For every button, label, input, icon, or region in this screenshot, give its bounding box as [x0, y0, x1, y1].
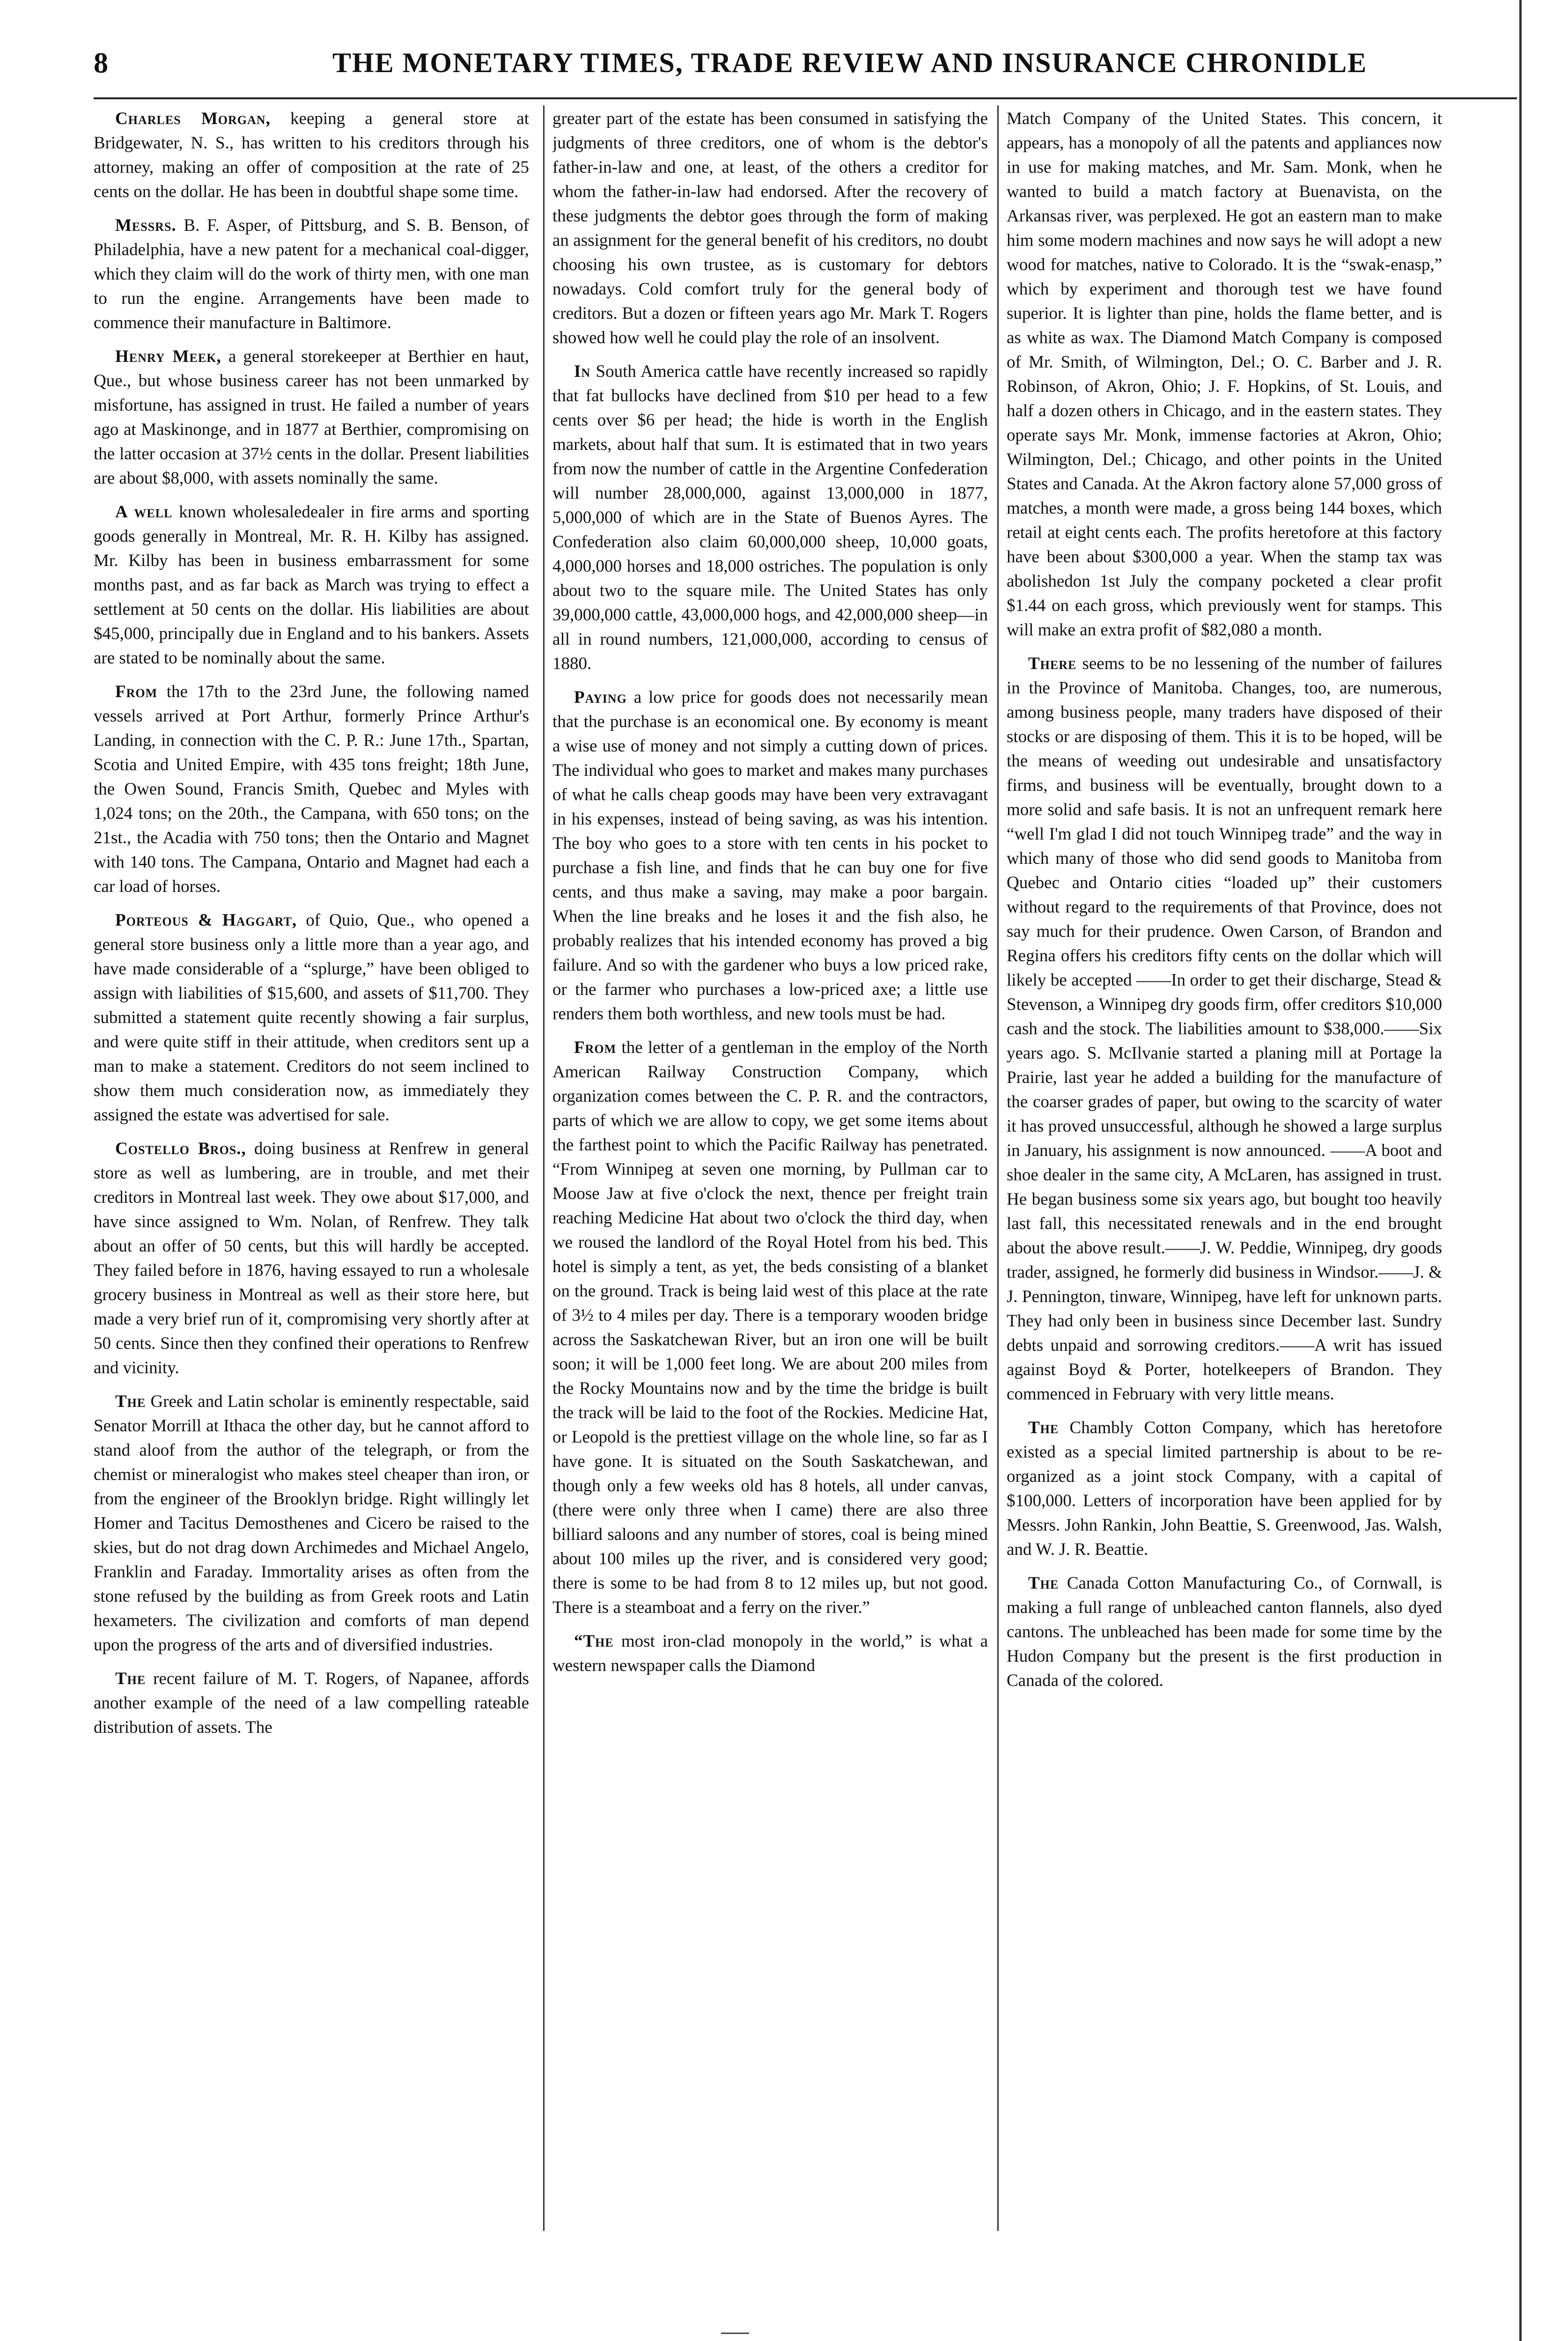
paragraph-lead-word: Costello Bros.,	[115, 1139, 246, 1158]
paragraph-lead-word: Porteous & Haggart,	[115, 911, 297, 930]
paragraph-text: South America cattle have recently increased so rapidly that fat bullocks have declined from $10 per head to a few cents over $6 per head; the hide is worth in the English markets, about half that sum. It is estimated that in two years from now the number of cattle in the Argentine Confederation will number 28,000,000, against 13,000,000 in 1877, 5,000,000 of which are in the State of Buenos Ayres. The Confederation also claim 60,000,000 sheep, 10,000 goats, 4,000,000 horses and 18,000 ostriches. The population is only about two to the square mile. The United States has only 39,000,000 cattle, 43,000,000 hogs, and 42,000,000 sheep—in all in round numbers, 121,000,000, according to census of 1880.	[552, 362, 988, 673]
paragraph-lead-word: Messrs.	[115, 216, 177, 235]
paragraph-text: the 17th to the 23rd June, the following named vessels arrived at Port Arthur, formerly Prince Arthur's Landing, in connection with the C. P. R.: June 17th., Spartan, Scotia and United Empire, with 435 tons freight; 18th June, the Owen Sound, Francis Smith, Quebec and Myles with 1,024 tons; on the 20th., the Campana, with 650 tons; on the 21st., the Acadia with 750 tons; then the Ontario and Magnet with 140 tons. The Campana, Ontario and Magnet had each a car load of horses.	[94, 682, 529, 896]
paragraph-text: seems to be no lessening of the number of failures in the Province of Manitoba. Changes, too, are numerous, among business people, many traders have disposed of their stocks or are disposing of them. This it is to be hoped, will be the means of weeding out undesirable and unsatisfactory firms, and business will be eventually, brought down to a more solid and safe basis. It is not an unfrequent remark here “well I'm glad I did not touch Winnipeg trade” and the way in which many of those who did send goods to Manitoba from Quebec and Ontario cities “loaded up” their customers without regard to the requirements of that Province, does not say much for their prudence. Owen Carson, of Brandon and Regina offers his creditors fifty cents on the dollar which will likely be accepted ——In order to get their discharge, Stead & Stevenson, a Winnipeg dry goods firm, offer creditors $10,000 cash and the stock. The liabilities amount to $38,000.——Six years ago. S. McIlvanie started a planing mill at Portage la Prairie, last year he added a building for the manufacture of the coarser grades of paper, but owing to the scarcity of water it has proved unsuccessful, although he showed a large surplus in January, his assignment is now announced. ——A boot and shoe dealer in the same city, A McLaren, has assigned in trust. He began business some six years ago, but bought too heavily last fall, this necessitated renewals and in the end brought about the above result.——J. W. Peddie, Winnipeg, dry goods trader, assigned, he formerly did business in Windsor.——J. & J. Pennington, tinware, Winnipeg, have left for unknown parts. They had only been in business since December last. Sundry debts unpaid and sorrowing creditors.——A writ has issued against Boyd & Porter, hotelkeepers of Brandon. They commenced in February with very little means.	[1007, 654, 1442, 1404]
article-paragraph	[552, 685, 988, 1026]
paragraph-text: a general storekeeper at Berthier en haut, Que., but whose business career has not been unmarked by misfortune, has assigned in trust. He failed a number of years ago at Maskinonge, and in 1877 at Berthier, compromising on the latter occasion at 37½ cents in the dollar. Present liabilities are about $8,000, with assets nominally the same.	[94, 347, 529, 488]
article-paragraph	[94, 680, 529, 899]
paragraph-text: of Quio, Que., who opened a general store business only a little more than a year ago, and have made considerable of a “splurge,” have been obliged to assign with liabilities of $15,600, and assets of $11,700. They submitted a statement quite recently showing a fair surplus, and were quite stiff in their attitude, when creditors sent up a man to make a statement. Creditors do not seem inclined to show them much consideration now, as immediately they assigned the estate was advertised for sale.	[94, 911, 529, 1125]
paragraph-text: most iron-clad monopoly in the world,” is what a western newspaper calls the Diamond	[552, 1632, 988, 1675]
paragraph-lead-word: There	[1028, 654, 1077, 673]
article-paragraph	[1007, 652, 1442, 1406]
article-paragraph	[552, 360, 988, 676]
page-number: 8	[94, 47, 108, 79]
running-title: THE MONETARY TIMES, TRADE REVIEW AND INSURANCE CHRONIDLE	[332, 47, 1368, 78]
paragraph-text: Chambly Cotton Company, which has heretofore existed as a special limited partnership is about to be re-organized as a joint stock Company, with a capital of $100,000. Letters of incorporation have been applied for by Messrs. John Rankin, John Beattie, S. Greenwood, Jas. Walsh, and W. J. R. Beattie.	[1007, 1418, 1442, 1559]
article-paragraph	[94, 107, 529, 204]
article-paragraph	[552, 107, 988, 350]
paragraph-lead-word: Paying	[574, 688, 627, 707]
header-rule	[94, 97, 1517, 99]
footer-mark	[721, 2333, 749, 2334]
paragraph-text: the letter of a gentleman in the employ of the North American Railway Construction Company, which organization comes between the C. P. R. and the contractors, parts of which we are allow to copy, we get some items about the farthest point to which the Pacific Railway has penetrated. “From Winnipeg at seven one morning, by Pullman car to Moose Jaw at five o'clock the next, thence per freight train reaching Medicine Hat about two o'clock the third day, when we roused the landlord of the Royal Hotel from his bed. This hotel is simply a tent, as yet, the beds consisting of a blanket on the ground. Track is being laid west of this place at the rate of 3½ to 4 miles per day. There is a temporary wooden bridge across the Saskatchewan River, but an iron one will be built soon; it will be 1,000 feet long. We are about 200 miles from the Rocky Mountains now and by the time the bridge is built the track will be laid to the foot of the Rockies. Medicine Hat, or Leopold is the prettiest village on the whole line, so far as I have gone. It is situated on the South Saskatchewan, and though only a few weeks old has 8 hotels, all under canvas, (there were only three when I came) there are also three billiard saloons and any number of stores, coal is being mined about 100 miles up the river, and is considered very good; there is some to be had from 8 to 12 miles up, but not good. There is a steamboat and a ferry on the river.”	[552, 1038, 988, 1617]
article-paragraph	[94, 1137, 529, 1380]
paragraph-text: Greek and Latin scholar is eminently respectable, said Senator Morrill at Ithaca the other day, but he cannot afford to stand aloof from the author of the telegraph, or from the chemist or mineralogist who makes steel cheaper than iron, or from the engineer of the Brooklyn bridge. Right willingly let Homer and Tacitus Demosthenes and Cicero be raised to the skies, but do not drag down Archimedes and Michael Angelo, Franklin and Faraday. Immortality arises as often from the stone refused by the building as from Greek roots and Latin hexameters. The civilization and comforts of man depend upon the progress of the arts and of diversified industries.	[94, 1392, 529, 1655]
paragraph-lead-word: The	[115, 1392, 146, 1411]
article-paragraph	[94, 213, 529, 335]
paragraph-lead-word: Charles Morgan,	[115, 109, 271, 128]
article-paragraph	[94, 908, 529, 1127]
column-middle	[552, 107, 988, 2242]
paragraph-text: recent failure of M. T. Rogers, of Napanee, affords another example of the need of a law compelling rateable distribution of assets. The	[94, 1669, 529, 1737]
column-right	[1007, 107, 1442, 2242]
paragraph-lead-word: In	[574, 362, 591, 381]
paragraph-text: greater part of the estate has been consumed in satisfying the judgments of three creditors, one of whom is the debtor's father-in-law and one, at least, of the others a creditor for whom the father-in-law had endorsed. After the recovery of these judgments the debtor goes through the form of making an assignment for the general benefit of his creditors, no doubt choosing his own trustee, as is customary for debtors nowadays. Cold comfort truly for the general body of creditors. But a dozen or fifteen years ago Mr. Mark T. Rogers showed how well he could play the role of an insolvent.	[552, 109, 988, 347]
article-paragraph	[1007, 1571, 1442, 1693]
paragraph-lead-word: The	[1028, 1574, 1059, 1593]
paragraph-text: known wholesaledealer in fire arms and sporting goods generally in Montreal, Mr. R. H. Kilby has assigned. Mr. Kilby has been in business embarrassment for some months past, and as far back as March was trying to effect a settlement at 50 cents on the dollar. His liabilities are about $45,000, principally due in England and to his bankers. Assets are stated to be nominally about the same.	[94, 502, 529, 668]
paragraph-text: Canada Cotton Manufacturing Co., of Cornwall, is making a full range of unbleached canton flannels, also dyed cantons. The unbleached has been made for some time by the Hudon Company but the present is the first production in Canada of the colored.	[1007, 1574, 1442, 1690]
paragraph-lead-word: “The	[574, 1632, 614, 1651]
article-paragraph	[552, 1036, 988, 1620]
article-paragraph	[94, 1667, 529, 1740]
paragraph-lead-word: The	[115, 1669, 146, 1688]
page-header	[94, 43, 1465, 95]
paragraph-lead-word: From	[574, 1038, 617, 1057]
paragraph-text: keeping a general store at Bridgewater, N. S., has written to his creditors through his attorney, making an offer of composition at the rate of 25 cents on the dollar. He has been in doubtful shape some time.	[94, 109, 529, 201]
article-paragraph	[94, 500, 529, 670]
paragraph-text: doing business at Renfrew in general store as well as lumbering, are in trouble, and met their creditors in Montreal last week. They owe about $17,000, and have since assigned to Wm. Nolan, of Renfrew. They talk about an offer of 50 cents, but this will hardly be accepted. They failed before in 1876, having essayed to run a wholesale grocery business in Montreal as well as their store here, but made a very brief run of it, compromising very shortly after at 50 cents. Since then they confined their operations to Renfrew and vicinity.	[94, 1139, 529, 1377]
paragraph-text: a low price for goods does not necessarily mean that the purchase is an economical one. By economy is meant a wise use of money and not simply a cutting down of prices. The individual who goes to market and makes many purchases of what he calls cheap goods may have been very extravagant in his expenses, instead of being saving, as was his intention. The boy who goes to a store with ten cents in his pocket to purchase a fish line, and finds that he can buy one for five cents, and thus make a saving, may make a poor bargain. When the line breaks and he loses it and the fish also, he probably realizes that his intended economy has proved a big failure. And so with the gardener who buys a low priced rake, or the farmer who purchases a low-priced axe; a little use renders them both worthless, and new tools must be had.	[552, 688, 988, 1023]
article-paragraph	[1007, 1416, 1442, 1562]
paragraph-lead-word: A well	[115, 502, 173, 522]
column-divider-2	[997, 105, 999, 2231]
page-edge-rule	[1519, 0, 1522, 2341]
article-paragraph	[94, 1390, 529, 1657]
paragraph-text: B. F. Asper, of Pittsburg, and S. B. Benson, of Philadelphia, have a new patent for a mechanical coal-digger, which they claim will do the work of thirty men, with one man to run the engine. Arrangements have been made to commence their manufacture in Baltimore.	[94, 216, 529, 332]
paragraph-lead-word: From	[115, 682, 158, 701]
paragraph-lead-word: The	[1028, 1418, 1059, 1437]
paragraph-text: Match Company of the United States. This concern, it appears, has a monopoly of all the patents and appliances now in use for making matches, and Mr. Sam. Monk, when he wanted to build a match factory at Buenavista, on the Arkansas river, was perplexed. He got an eastern man to make him some modern machines and now says he will adopt a new wood for matches, native to Colorado. It is the “swak-enasp,” which by experiment and thorough test we have found superior. It is lighter than pine, holds the flame better, and is as white as wax. The Diamond Match Company is composed of Mr. Smith, of Wilmington, Del.; O. C. Barber and J. R. Robinson, of Akron, Ohio; J. F. Hopkins, of St. Louis, and half a dozen others in Chicago, and in the eastern states. They operate says Mr. Monk, immense factories at Akron, Ohio; Wilmington, Del.; Chicago, and other points in the United States and Canada. At the Akron factory alone 57,000 gross of matches, a month were made, a gross being 144 boxes, which retail at eight cents each. The profits heretofore at this factory have been about $300,000 a year. When the stamp tax was abolishedon 1st July the company pocketed a clear profit $1.44 on each gross, which previously went for stamps. This will make an extra profit of $82,080 a month.	[1007, 109, 1442, 640]
article-paragraph	[1007, 107, 1442, 642]
column-left	[94, 107, 529, 2242]
paragraph-lead-word: Henry Meek,	[115, 347, 221, 366]
article-paragraph	[552, 1629, 988, 1678]
column-divider-1	[543, 105, 545, 2231]
article-paragraph	[94, 345, 529, 491]
